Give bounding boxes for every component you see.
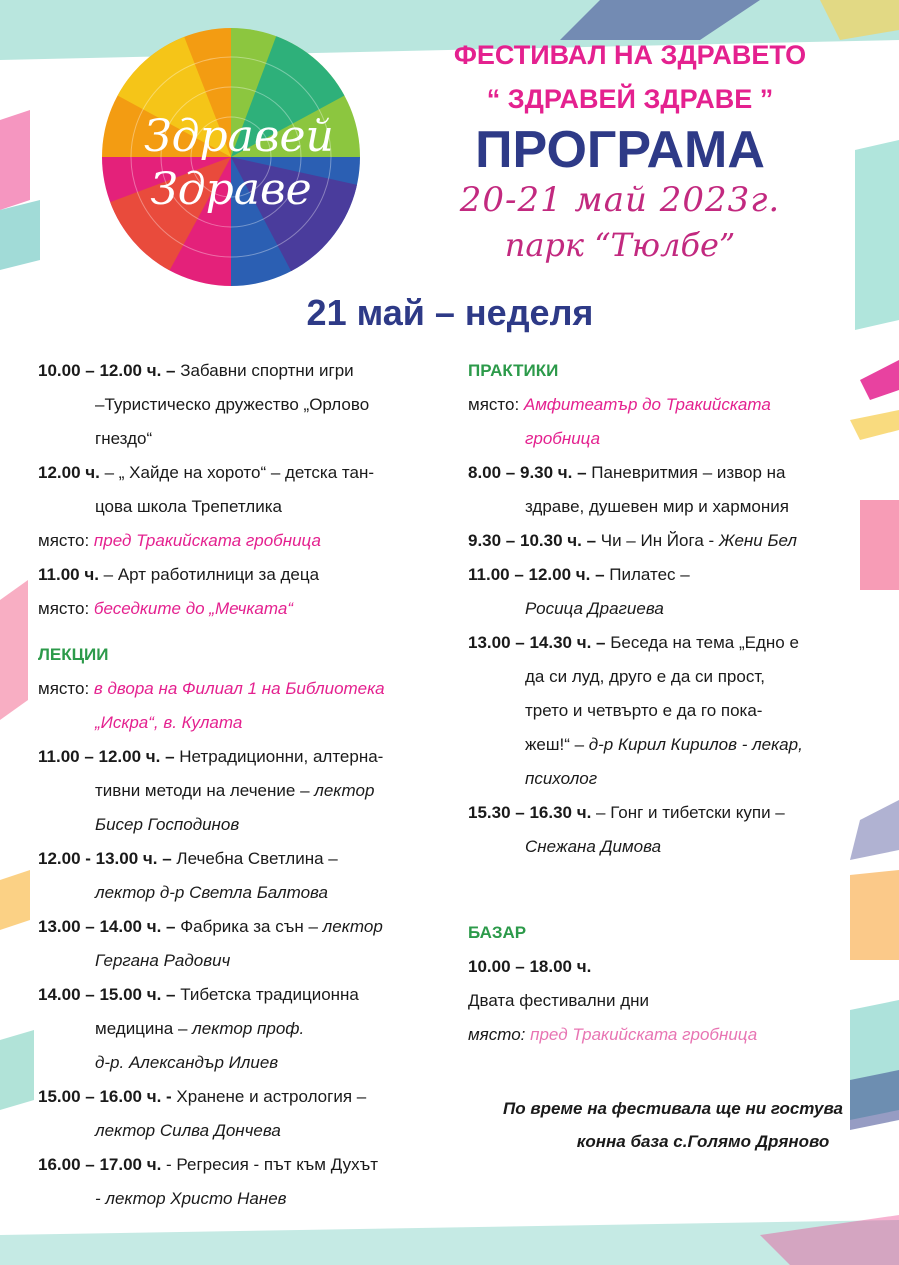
bottom-stroke-teal: [0, 1220, 899, 1265]
practice-line: [468, 728, 878, 762]
lecture-time: 11.00 – 12.00 ч. –: [38, 747, 175, 766]
place-line: [468, 1018, 878, 1052]
practice-time: 11.00 – 12.00 ч. –: [468, 565, 605, 584]
instructor-name: Росица Драгиева: [525, 599, 664, 618]
practice-line: [468, 524, 878, 558]
lecturer-name: лектор д-р Светла Балтова: [95, 883, 328, 902]
bazaar-time: 10.00 – 18.00 ч.: [468, 957, 592, 976]
logo-text-line2: Здраве: [150, 164, 312, 215]
place-value: пред Тракийската гробница: [530, 1025, 758, 1044]
practice-time: 8.00 – 9.30 ч. –: [468, 463, 587, 482]
place-value: „Искра“, в. Кулата: [95, 713, 243, 732]
place-label: място:: [468, 1025, 526, 1044]
lecture-line: [38, 1148, 443, 1182]
instructor-name: Снежана Димова: [525, 837, 662, 856]
lectures-heading: ЛЕКЦИИ: [38, 645, 109, 664]
lecture-time: 14.00 – 15.00 ч. –: [38, 985, 176, 1004]
instructor-name: Жени Бел: [714, 531, 797, 550]
lecturer-name: Гергана Радович: [95, 951, 231, 970]
practices-heading: ПРАКТИКИ: [468, 361, 559, 380]
lecture-line: [38, 978, 443, 1012]
lecture-text: Фабрика за сън –: [175, 917, 318, 936]
program-title: ПРОГРАМА: [475, 121, 765, 179]
lecture-line: [38, 842, 443, 876]
lecture-line: [38, 910, 443, 944]
event-time: 10.00 – 12.00 ч. –: [38, 361, 176, 380]
lecturer-name: д-р. Александър Илиев: [95, 1053, 279, 1072]
event-line: [38, 456, 443, 490]
lecture-time: 15.00 – 16.00 ч. -: [38, 1087, 172, 1106]
practice-line: [468, 456, 878, 490]
place-label: място:: [38, 531, 90, 550]
lecture-time: 13.00 – 14.00 ч. –: [38, 917, 176, 936]
practice-text: Паневритмия – извор на: [586, 463, 786, 482]
practice-text: жеш!“ –: [525, 735, 585, 754]
lecturer-label: лектор: [317, 917, 383, 936]
place-value: беседките до „Мечката“: [93, 599, 293, 618]
left-stroke-teal2: [0, 1030, 34, 1110]
instructor-name: д-р Кирил Кирилов - лекар,: [584, 735, 803, 754]
festival-dates: 20-21 май 2023г.: [459, 180, 781, 220]
event-line: –Туристическо дружество „Орлово: [95, 395, 370, 414]
left-stroke-pink: [0, 110, 30, 210]
event-line: [38, 354, 443, 388]
bazaar-heading: БАЗАР: [468, 923, 527, 942]
practice-line: здраве, душевен мир и хармония: [525, 497, 789, 516]
event-text: – „ Хайде на хорото“ – детска тан-: [99, 463, 375, 482]
place-value: Амфитеатър до Тракийската: [523, 395, 771, 414]
festival-title: ФЕСТИВАЛ НА ЗДРАВЕТО: [453, 40, 807, 70]
lecture-line: [38, 1080, 443, 1114]
lecture-text: Хранене и астрология –: [171, 1087, 367, 1106]
left-column: [38, 354, 443, 1216]
right-stroke-teal: [855, 140, 899, 330]
lecture-text: медицина –: [95, 1019, 188, 1038]
lecturer-name: - лектор Христо Нанев: [95, 1189, 287, 1208]
place-line: [38, 672, 443, 706]
lecture-line: [38, 740, 443, 774]
practice-time: 9.30 – 10.30 ч. –: [468, 531, 597, 550]
place-label: място:: [468, 395, 520, 414]
practice-line: [468, 558, 878, 592]
lecture-text: Лечебна Светлина –: [171, 849, 338, 868]
practice-line: да си луд, друго е да си прост,: [525, 667, 765, 686]
guest-note-line1: По време на фестивала ще ни гостува: [503, 1099, 843, 1118]
practice-text: – Гонг и тибетски купи –: [591, 803, 785, 822]
place-value: гробница: [525, 429, 601, 448]
place-value: в двора на Филиал 1 на Библиотека: [93, 679, 385, 698]
festival-name: “ ЗДРАВЕЙ ЗДРАВЕ ”: [486, 84, 774, 114]
lecture-time: 16.00 – 17.00 ч.: [38, 1155, 162, 1174]
right-column: [468, 354, 878, 1052]
lecture-line: [38, 774, 443, 808]
event-line: гнездо“: [95, 429, 153, 448]
practice-line: [468, 626, 878, 660]
place-line: [468, 388, 878, 422]
festival-place: парк “Тюлбе”: [504, 226, 736, 264]
place-line: [38, 524, 443, 558]
place-label: място:: [38, 599, 90, 618]
bazaar-days: Двата фестивални дни: [468, 991, 650, 1010]
lecture-line: [38, 1012, 443, 1046]
day-title: 21 май – неделя: [306, 292, 594, 333]
lecture-text: Тибетска традиционна: [175, 985, 359, 1004]
lecture-text: - Регресия - път към Духът: [161, 1155, 378, 1174]
event-line: [38, 558, 443, 592]
place-value: пред Тракийската гробница: [93, 531, 321, 550]
event-time: 12.00 ч.: [38, 463, 100, 482]
lecturer-name: лектор Силва Дончева: [95, 1121, 281, 1140]
left-stroke-yellow: [0, 870, 30, 930]
logo-text-line1: Здравей: [144, 111, 334, 162]
event-time: 11.00 ч.: [38, 565, 99, 584]
practice-text: Беседа на тема „Едно е: [605, 633, 799, 652]
place-label: място:: [38, 679, 90, 698]
lecture-time: 12.00 - 13.00 ч. –: [38, 849, 172, 868]
event-text: Забавни спортни игри: [175, 361, 354, 380]
practice-line: трето и четвърто е да го пока-: [525, 701, 763, 720]
instructor-name: психолог: [525, 769, 598, 788]
lecturer-label: лектор проф.: [187, 1019, 305, 1038]
event-text: – Арт работилници за деца: [98, 565, 320, 584]
place-line: [38, 592, 443, 626]
practice-line: [468, 796, 878, 830]
lecture-text: Нетрадиционни, алтерна-: [174, 747, 384, 766]
practice-text: Пилатес –: [604, 565, 690, 584]
guest-note-line2: конна база с.Голямо Дряново: [576, 1132, 830, 1151]
lecture-text: тивни методи на лечение –: [95, 781, 310, 800]
practice-time: 13.00 – 14.30 ч. –: [468, 633, 606, 652]
lecturer-name: Бисер Господинов: [95, 815, 240, 834]
festival-logo: [100, 26, 362, 288]
practice-text: Чи – Ин Йога -: [596, 531, 715, 550]
lecturer-label: лектор: [309, 781, 375, 800]
left-stroke-teal: [0, 200, 40, 270]
guest-note: [468, 1092, 878, 1158]
practice-time: 15.30 – 16.30 ч.: [468, 803, 592, 822]
left-stroke-pink2: [0, 580, 28, 720]
event-line: цова школа Трепетлика: [95, 497, 282, 516]
